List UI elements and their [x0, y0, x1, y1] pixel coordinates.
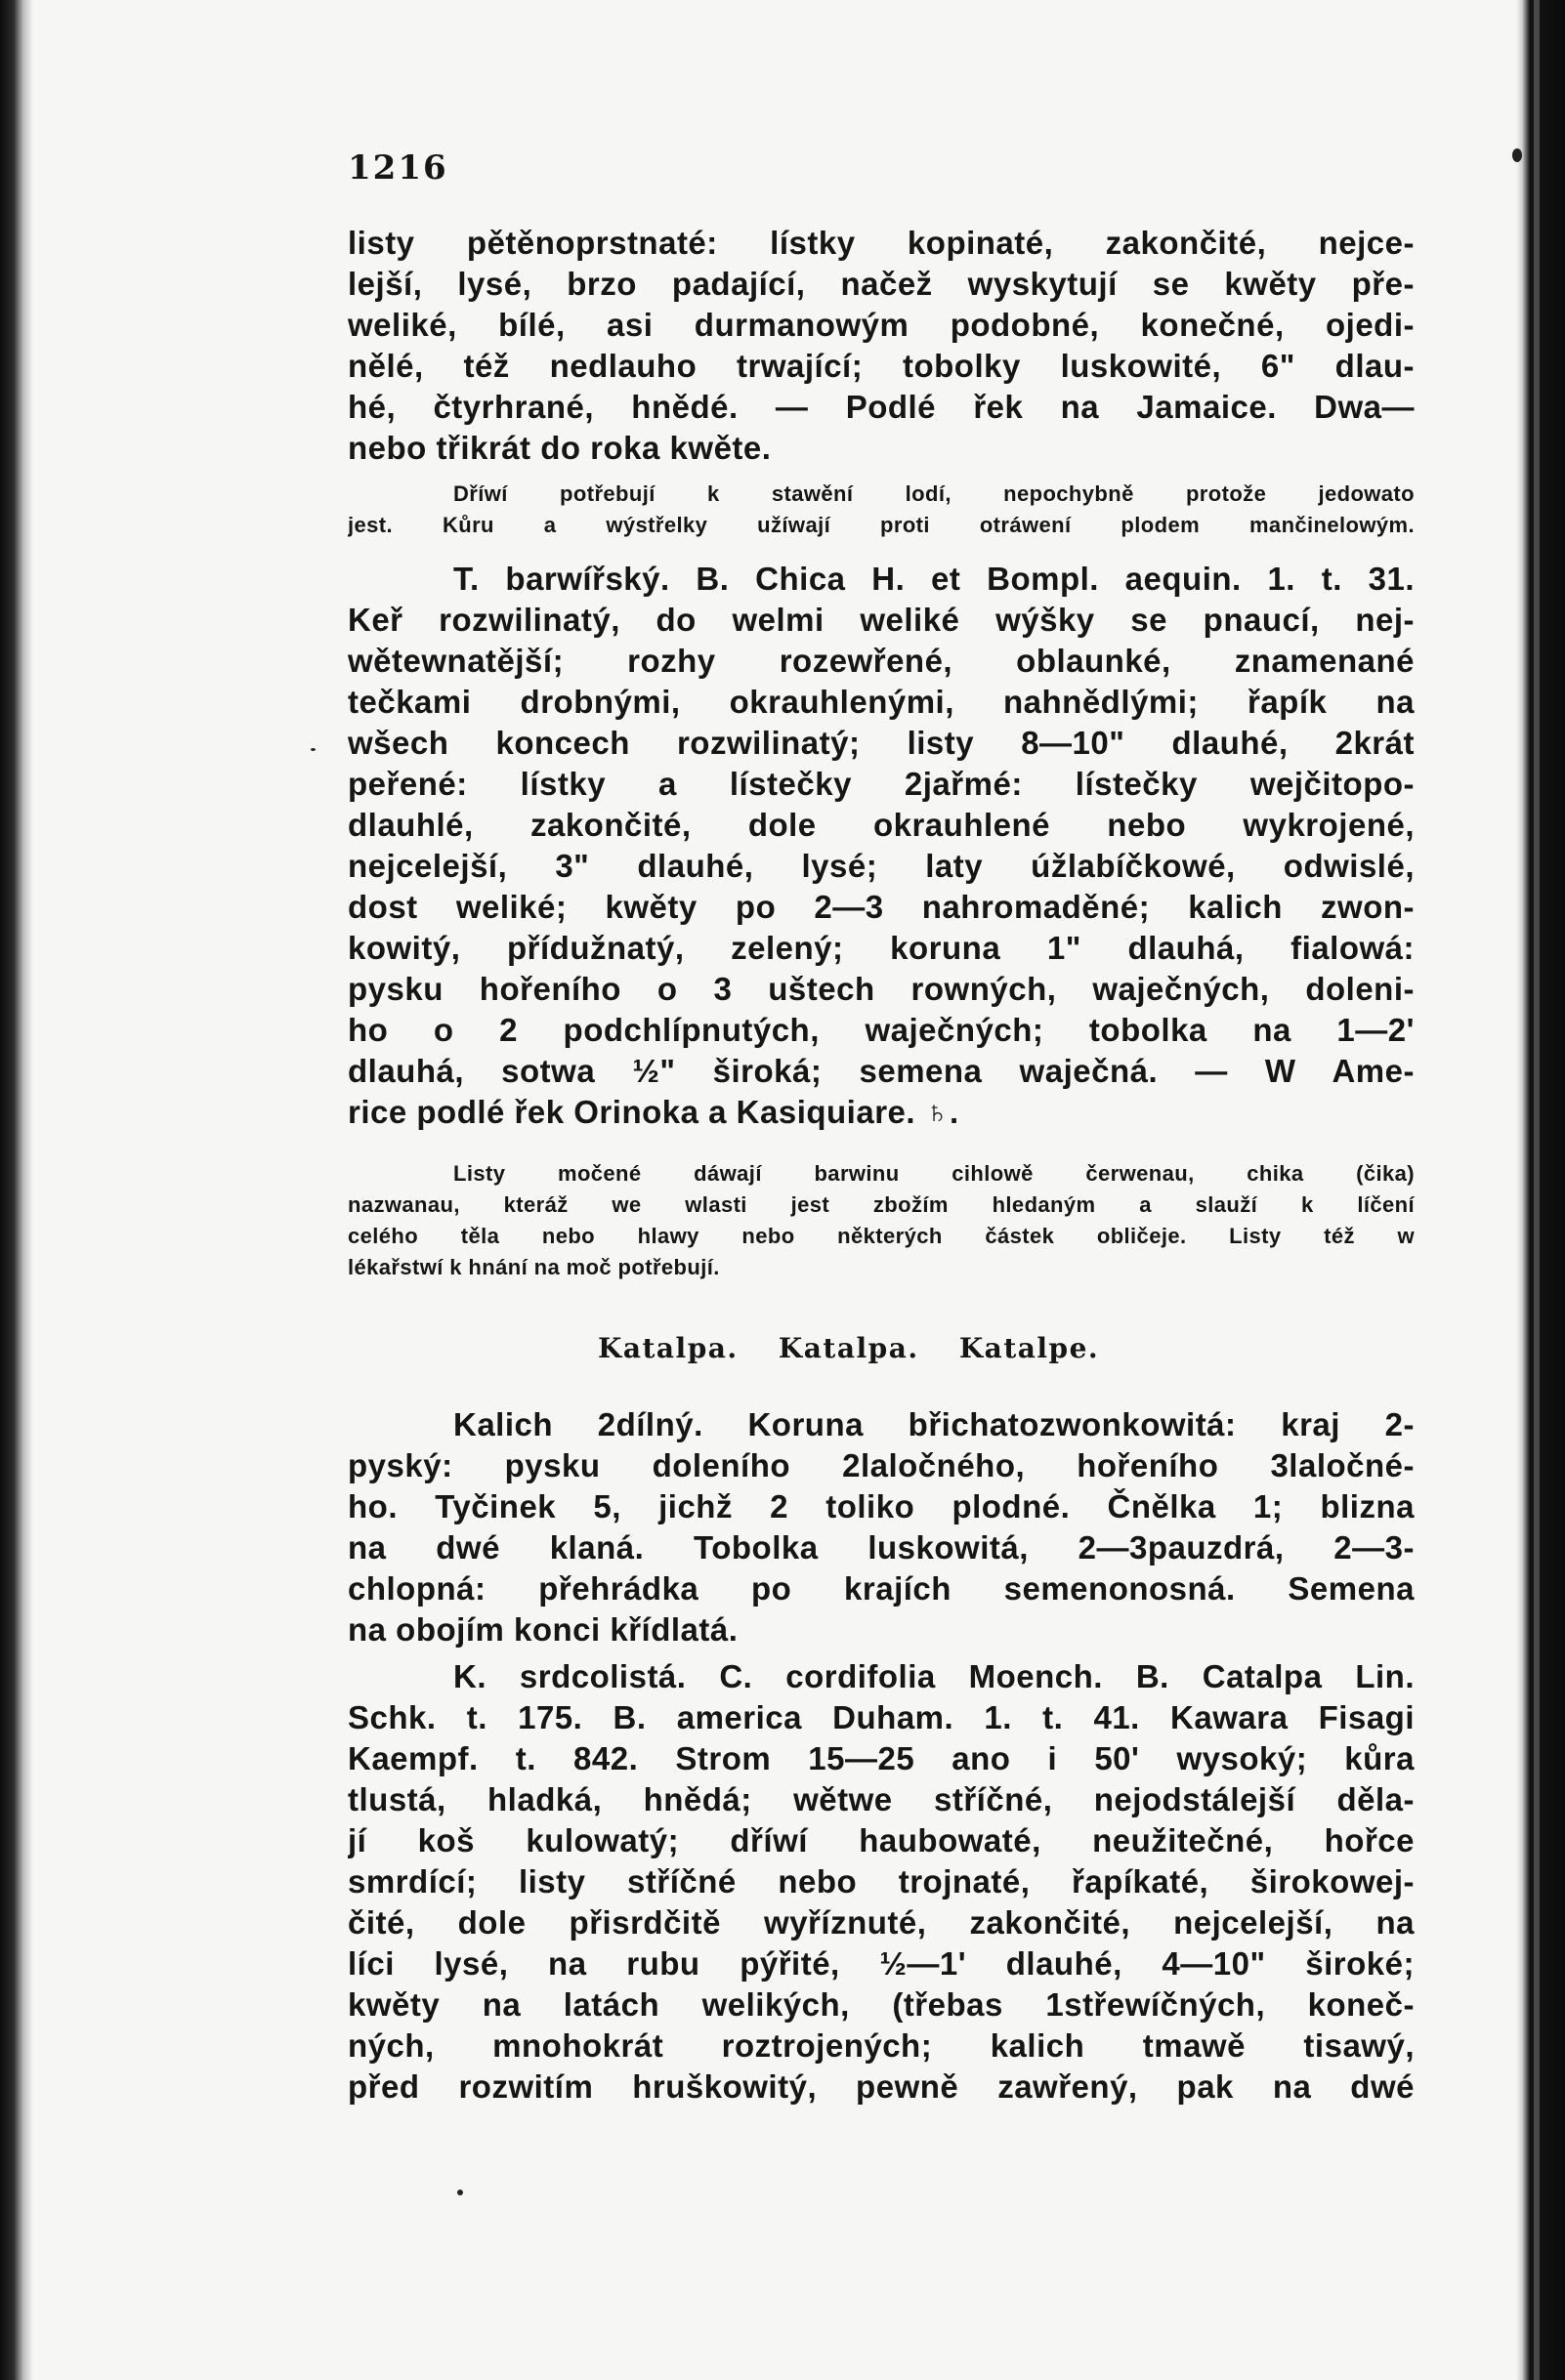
- scan-left-edge: [0, 0, 33, 2380]
- text-line: nělé, též nedlauho trwající; tobolky luskowité, 6" dlau-: [348, 348, 1415, 384]
- text-line: hé, čtyrhrané, hnědé. — Podlé řek na Jamaice. Dwa—: [348, 389, 1415, 425]
- text-line: jí koš kulowatý; dříwí haubowaté, neužitečné, hořce: [348, 1822, 1415, 1858]
- text-line: Kaempf. t. 842. Strom 15—25 ano i 50' wysoký; kůra: [348, 1740, 1415, 1776]
- text-line: čité, dole přisrdčitě wyříznuté, zakončité, nejcelejší, na: [348, 1904, 1415, 1941]
- text-line: nebo třikrát do roka kwěte.: [348, 430, 772, 466]
- note-line: Listy močené dáwají barwinu cihlowě čerwenau, chika (čika): [453, 1161, 1415, 1186]
- text-line: líci lysé, na rubu pýřité, ½—1' dlauhé, 4—10" široké;: [348, 1945, 1415, 1982]
- text-line: Keř rozwilinatý, do welmi weliké wýšky se pnaucí, nej-: [348, 602, 1415, 638]
- text-line: dlauhlé, zakončité, dole okrauhlené nebo wykrojené,: [348, 807, 1415, 843]
- text-line: ho. Tyčinek 5, jichž 2 toliko plodné. Čnělka 1; blizna: [348, 1488, 1415, 1524]
- text-line: listy pětěnoprstnaté: lístky kopinaté, zakončité, nejce-: [348, 225, 1415, 261]
- text-line: na obojím konci křídlatá.: [348, 1611, 739, 1648]
- text-line: smrdící; listy stříčné nebo trojnaté, řapíkaté, širokowej-: [348, 1863, 1415, 1900]
- text-line: tečkami drobnými, okrauhlenými, nahnědlými; řapík na: [348, 684, 1415, 720]
- text-line: pyský: pysku doleního 2laločného, hořeního 3laločné-: [348, 1447, 1415, 1483]
- heading-german: Katalpe.: [958, 1332, 1100, 1364]
- scan-right-edge: [1516, 0, 1565, 2380]
- note-line: lékařstwí k hnání na moč potřebují.: [348, 1255, 720, 1279]
- scan-speck: [311, 748, 316, 751]
- text-line: ných, mnohokrát roztrojených; kalich tmawě tisawý,: [348, 2027, 1415, 2064]
- note-line: jest. Kůru a wýstřelky užíwají proti otráwení plodem mančinelowým.: [348, 513, 1415, 537]
- text-line: rice podlé řek Orinoka a Kasiquiare. ♄.: [348, 1094, 959, 1130]
- note-line: celého těla nebo hlawy nebo některých částek obličeje. Listy též w: [348, 1224, 1415, 1248]
- heading-latin: Katalpa.: [598, 1332, 739, 1364]
- text-line: wětewnatější; rozhy rozewřené, oblaunké, znamenané: [348, 643, 1415, 679]
- text-line: na dwé klaná. Tobolka luskowitá, 2—3pauzdrá, 2—3-: [348, 1529, 1415, 1566]
- section-heading: [598, 1332, 1184, 1364]
- text-line: tlustá, hladká, hnědá; wětwe stříčné, nejodstálejší děla-: [348, 1781, 1415, 1817]
- text-line: kwěty na latách welikých, (třebas 1střewíčných, koneč-: [348, 1986, 1415, 2023]
- page-number: 1216: [348, 148, 448, 188]
- note-line: Dříwí potřebují k stawění lodí, nepochybně protože jedowato: [453, 481, 1415, 506]
- text-line: Kalich 2dílný. Koruna břichatozwonkowitá: kraj 2-: [453, 1406, 1415, 1442]
- text-line: ho o 2 podchlípnutých, waječných; tobolka na 1—2': [348, 1012, 1415, 1048]
- text-line: před rozwitím hruškowitý, pewně zawřený, pak na dwé: [348, 2068, 1415, 2105]
- heading-czech: Katalpa.: [778, 1332, 919, 1364]
- species-title-line: K. srdcolistá. C. cordifolia Moench. B. Catalpa Lin.: [453, 1658, 1415, 1694]
- scan-right-edge-highlight: [1534, 0, 1540, 2380]
- text-line: weliké, bílé, asi durmanowým podobné, konečné, ojedi-: [348, 307, 1415, 343]
- text-line: wšech koncech rozwilinatý; listy 8—10" dlauhé, 2krát: [348, 725, 1415, 761]
- text-line: pysku hořeního o 3 uštech rowných, waječných, doleni-: [348, 971, 1415, 1007]
- scan-speck: [1512, 148, 1522, 162]
- text-line: kowitý, přídužnatý, zelený; koruna 1" dlauhá, fialowá:: [348, 930, 1415, 966]
- text-line: lejší, lysé, brzo padající, načež wyskytují se kwěty pře-: [348, 266, 1415, 302]
- text-line: peřené: lístky a lístečky 2jařmé: lístečky wejčitopo-: [348, 766, 1415, 802]
- text-line: nejcelejší, 3" dlauhé, lysé; laty úžlabíčkowé, odwislé,: [348, 848, 1415, 884]
- text-line: chlopná: přehrádka po krajích semenonosná. Semena: [348, 1570, 1415, 1607]
- scan-speck: [457, 2190, 463, 2195]
- text-line: Schk. t. 175. B. america Duham. 1. t. 41. Kawara Fisagi: [348, 1699, 1415, 1735]
- text-line: dlauhá, sotwa ½" široká; semena waječná. — W Ame-: [348, 1053, 1415, 1089]
- note-line: nazwanau, kteráž we wlasti jest zbožím hledaným a slauží k líčení: [348, 1192, 1415, 1217]
- species-title-line: T. barwířský. B. Chica H. et Bompl. aequin. 1. t. 31.: [453, 561, 1415, 597]
- text-line: dost weliké; kwěty po 2—3 nahromaděné; kalich zwon-: [348, 889, 1415, 925]
